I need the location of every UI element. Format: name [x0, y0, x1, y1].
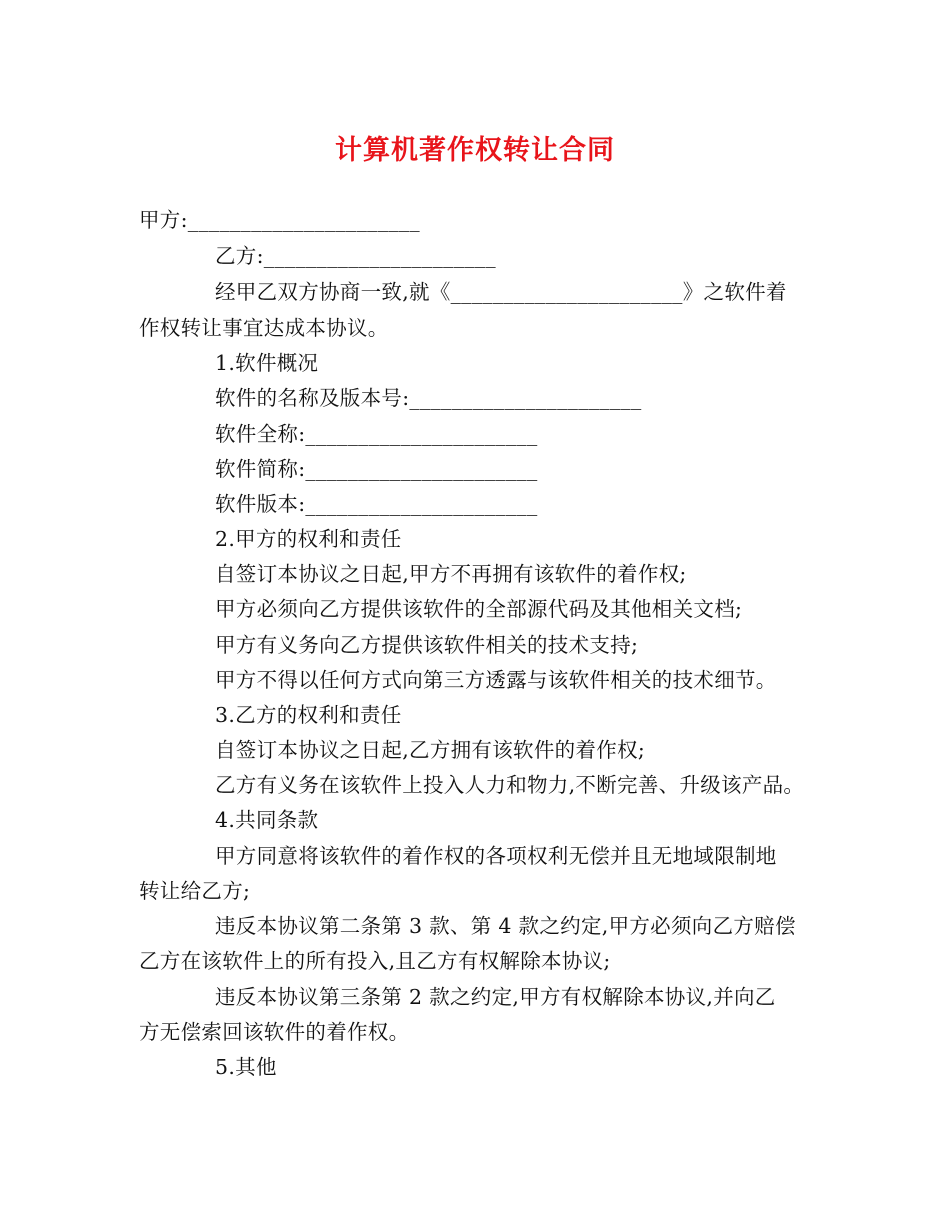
section-3-item-1: 自签订本协议之日起,乙方拥有该软件的着作权; [215, 738, 646, 762]
section-2-item-3: 甲方有义务向乙方提供该软件相关的技术支持; [215, 633, 639, 657]
section-1-heading: 1.软件概况 [215, 351, 319, 375]
section-4-para-3-line-2: 方无偿索回该软件的着作权。 [139, 1020, 410, 1044]
party-b-field: 乙方:______________________ [215, 244, 496, 268]
section-4-heading: 4.共同条款 [215, 808, 319, 832]
software-version-field: 软件版本:______________________ [215, 492, 538, 516]
section-4-para-1-line-1: 甲方同意将该软件的着作权的各项权利无偿并且无地域限制地 [215, 844, 777, 868]
section-2-item-1: 自签订本协议之日起,甲方不再拥有该软件的着作权; [215, 562, 687, 586]
section-4-para-3-line-1: 违反本协议第三条第 2 款之约定,甲方有权解除本协议,并向乙 [215, 985, 776, 1009]
section-2-item-4: 甲方不得以任何方式向第三方透露与该软件相关的技术细节。 [215, 668, 777, 692]
section-5-heading: 5.其他 [215, 1055, 277, 1079]
section-2-item-2: 甲方必须向乙方提供该软件的全部源代码及其他相关文档; [215, 597, 743, 621]
intro-line-1: 经甲乙双方协商一致,就《______________________》之软件着 [215, 280, 787, 304]
section-3-heading: 3.乙方的权利和责任 [215, 703, 402, 727]
section-4-para-2-line-1: 违反本协议第二条第 3 款、第 4 款之约定,甲方必须向乙方赔偿 [215, 914, 796, 938]
software-name-version-field: 软件的名称及版本号:______________________ [215, 386, 642, 410]
software-short-name-field: 软件简称:______________________ [215, 457, 538, 481]
section-4-para-2-line-2: 乙方在该软件上的所有投入,且乙方有权解除本协议; [139, 949, 611, 973]
party-a-field: 甲方:______________________ [139, 208, 420, 232]
intro-line-2: 作权转让事宜达成本协议。 [139, 316, 389, 340]
document-title: 计算机著作权转让合同 [335, 135, 615, 166]
software-full-name-field: 软件全称:______________________ [215, 422, 538, 446]
section-3-item-2: 乙方有义务在该软件上投入人力和物力,不断完善、升级该产品。 [215, 773, 805, 797]
section-2-heading: 2.甲方的权利和责任 [215, 527, 402, 551]
section-4-para-1-line-2: 转让给乙方; [139, 879, 251, 903]
